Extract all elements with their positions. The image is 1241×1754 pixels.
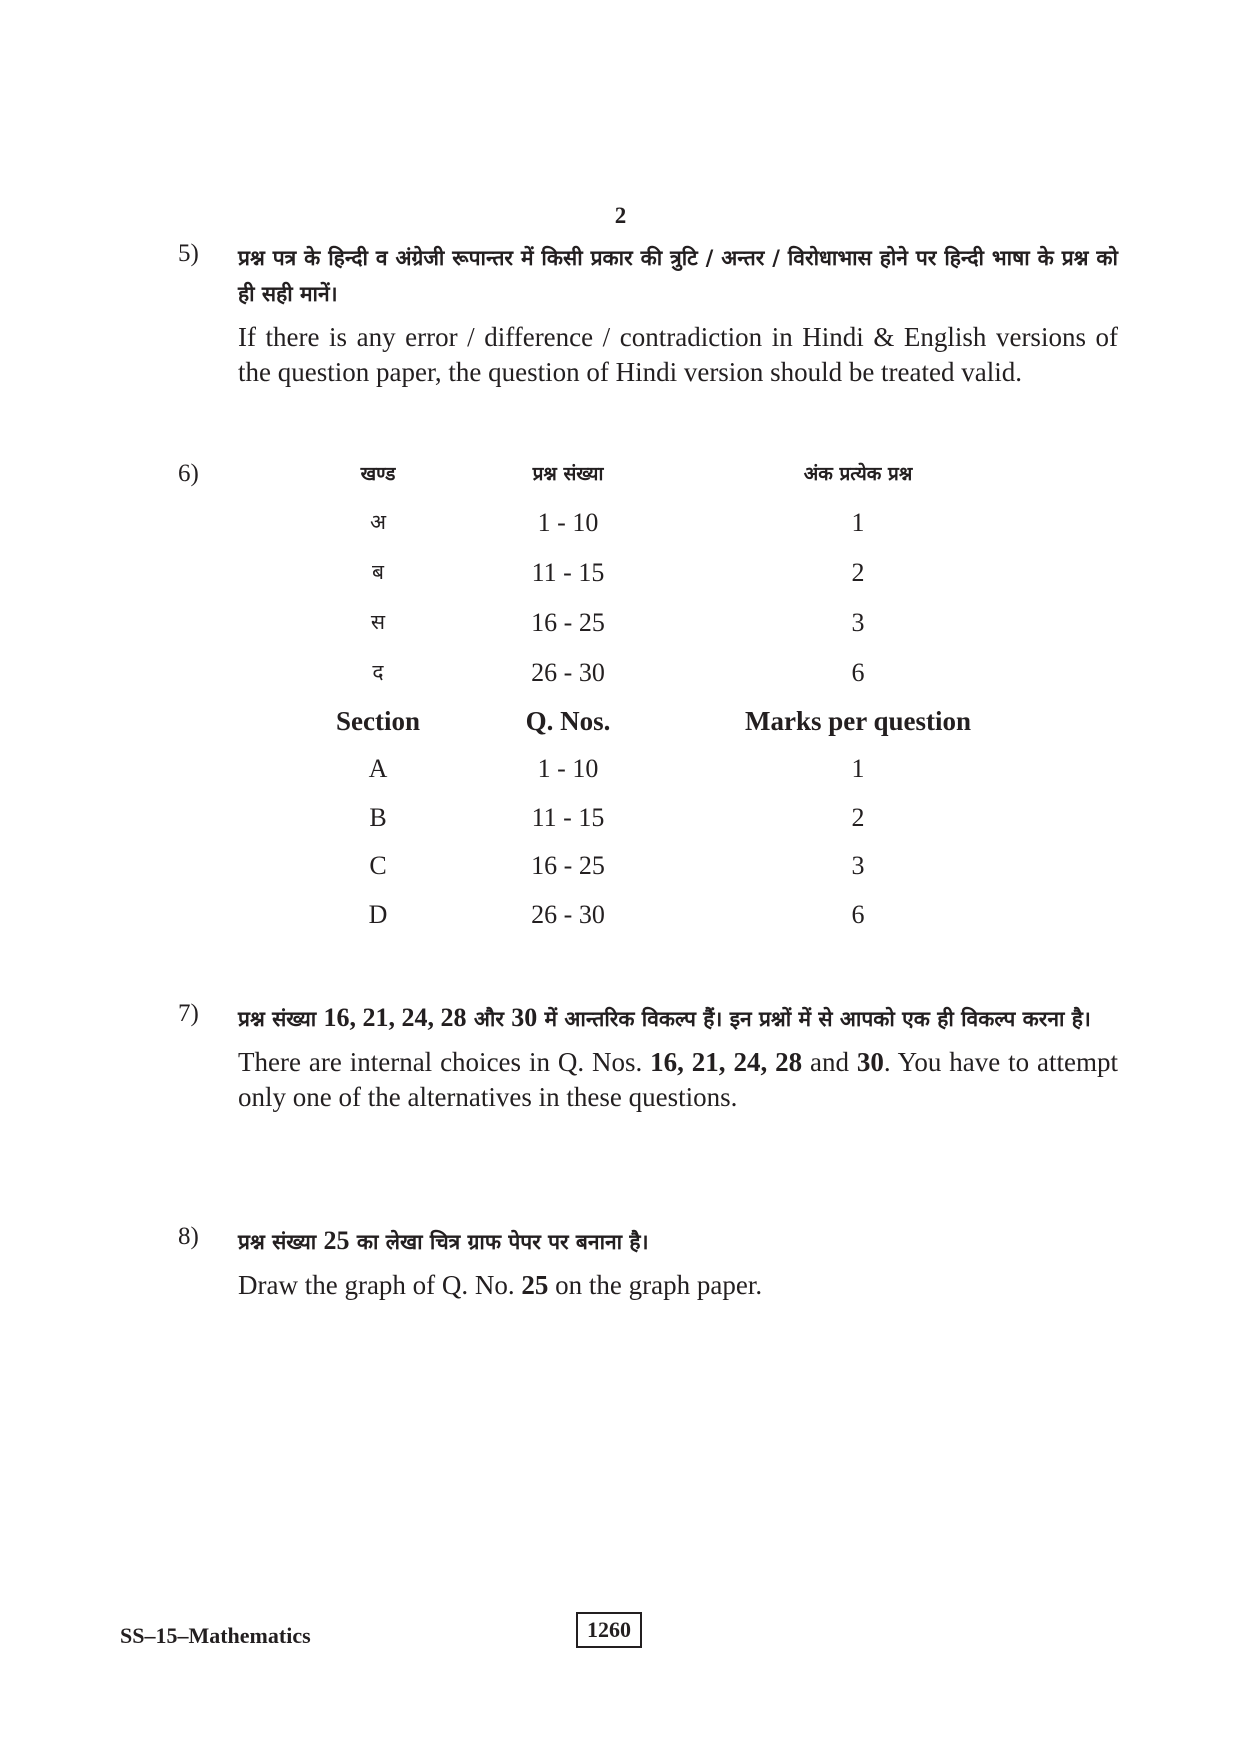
table-header-english [288, 706, 988, 746]
marks-cell: 2 [851, 803, 865, 832]
table-row [288, 803, 988, 843]
section-cell: B [369, 803, 387, 832]
qnos-cell: 1 - 10 [537, 508, 599, 537]
header-cell: Section [336, 706, 420, 736]
text-span: There are internal choices in Q. Nos. [238, 1047, 643, 1077]
text-span: on the graph paper. [555, 1270, 763, 1300]
question-number: 30 [856, 1047, 884, 1077]
section-cell: D [368, 900, 388, 929]
qnos-cell: 26 - 30 [531, 658, 605, 687]
table-row [288, 608, 988, 648]
question-numbers: 16, 21, 24, 28 [650, 1047, 803, 1077]
question-numbers: 16, 21, 24, 28 [323, 1003, 467, 1032]
qnos-cell: 16 - 25 [531, 851, 605, 880]
qnos-cell: 11 - 15 [531, 558, 605, 587]
subject-footer: SS–15–Mathematics [120, 1623, 311, 1648]
marks-cell: 1 [851, 754, 865, 783]
header-cell: अंक प्रत्येक प्रश्न [803, 463, 913, 485]
marks-cell: 1 [851, 508, 865, 537]
qnos-cell: 16 - 25 [531, 608, 605, 637]
header-cell: खण्ड [360, 463, 396, 485]
table-header-hindi [288, 460, 988, 500]
marks-cell: 6 [851, 900, 865, 929]
question-number: 30 [511, 1003, 538, 1032]
instruction-hindi: प्रश्न पत्र के हिन्दी व अंग्रेजी रूपान्तर में किसी प्रकार की त्रुटि / अन्तर / विरोधाभास होने पर हिन्दी भाषा के प्रश्न को ही सही मानें। [238, 246, 1118, 306]
section-cell: स [370, 610, 386, 634]
page-code-box: 1260 [576, 1612, 642, 1648]
question-number: 25 [323, 1226, 350, 1255]
instruction-english [238, 1268, 1118, 1303]
section-cell: अ [369, 510, 387, 534]
text-span: Draw the graph of Q. No. [238, 1270, 515, 1300]
table-row [288, 658, 988, 698]
instruction-english [238, 1045, 1118, 1115]
qnos-cell: 26 - 30 [531, 900, 605, 929]
item-number: 5) [178, 240, 199, 267]
section-cell: A [368, 754, 388, 783]
text-span: प्रश्न संख्या [238, 1230, 317, 1254]
text-span: का लेखा चित्र ग्राफ पेपर पर बनाना है। [356, 1230, 649, 1254]
marks-cell: 3 [851, 851, 865, 880]
instruction-english: If there is any error / difference / contradiction in Hindi & English versions of the question paper, the question of Hindi version should be treated valid. [238, 322, 1118, 387]
table-row [288, 900, 988, 940]
item-number: 7) [178, 1000, 199, 1027]
section-cell: C [369, 851, 387, 880]
page-number: 2 [614, 203, 627, 228]
question-number: 25 [521, 1270, 549, 1300]
marks-cell: 6 [851, 658, 865, 687]
qnos-cell: 11 - 15 [531, 803, 605, 832]
instruction-hindi [238, 1223, 1118, 1260]
section-cell: ब [372, 560, 384, 584]
section-cell: द [372, 660, 384, 684]
table-row [288, 508, 988, 548]
marks-cell: 3 [851, 608, 865, 637]
text-span: प्रश्न संख्या [238, 1007, 317, 1031]
table-row [288, 754, 988, 794]
table-row [288, 558, 988, 598]
marks-cell: 2 [851, 558, 865, 587]
text-span: . You have to attempt only one of the alternatives in these questions. [238, 1047, 1119, 1112]
header-cell: प्रश्न संख्या [532, 463, 604, 485]
item-number: 6) [178, 460, 199, 487]
text-span: और [473, 1007, 504, 1031]
qnos-cell: 1 - 10 [537, 754, 599, 783]
text-span: and [810, 1047, 850, 1077]
header-cell: Marks per question [744, 706, 972, 736]
instruction-hindi [238, 1000, 1118, 1037]
table-row [288, 851, 988, 891]
item-number: 8) [178, 1223, 199, 1250]
text-span: में आन्तरिक विकल्प हैं। इन प्रश्नों में से आपको एक ही विकल्प करना है। [544, 1007, 1091, 1031]
header-cell: Q. Nos. [525, 706, 611, 736]
